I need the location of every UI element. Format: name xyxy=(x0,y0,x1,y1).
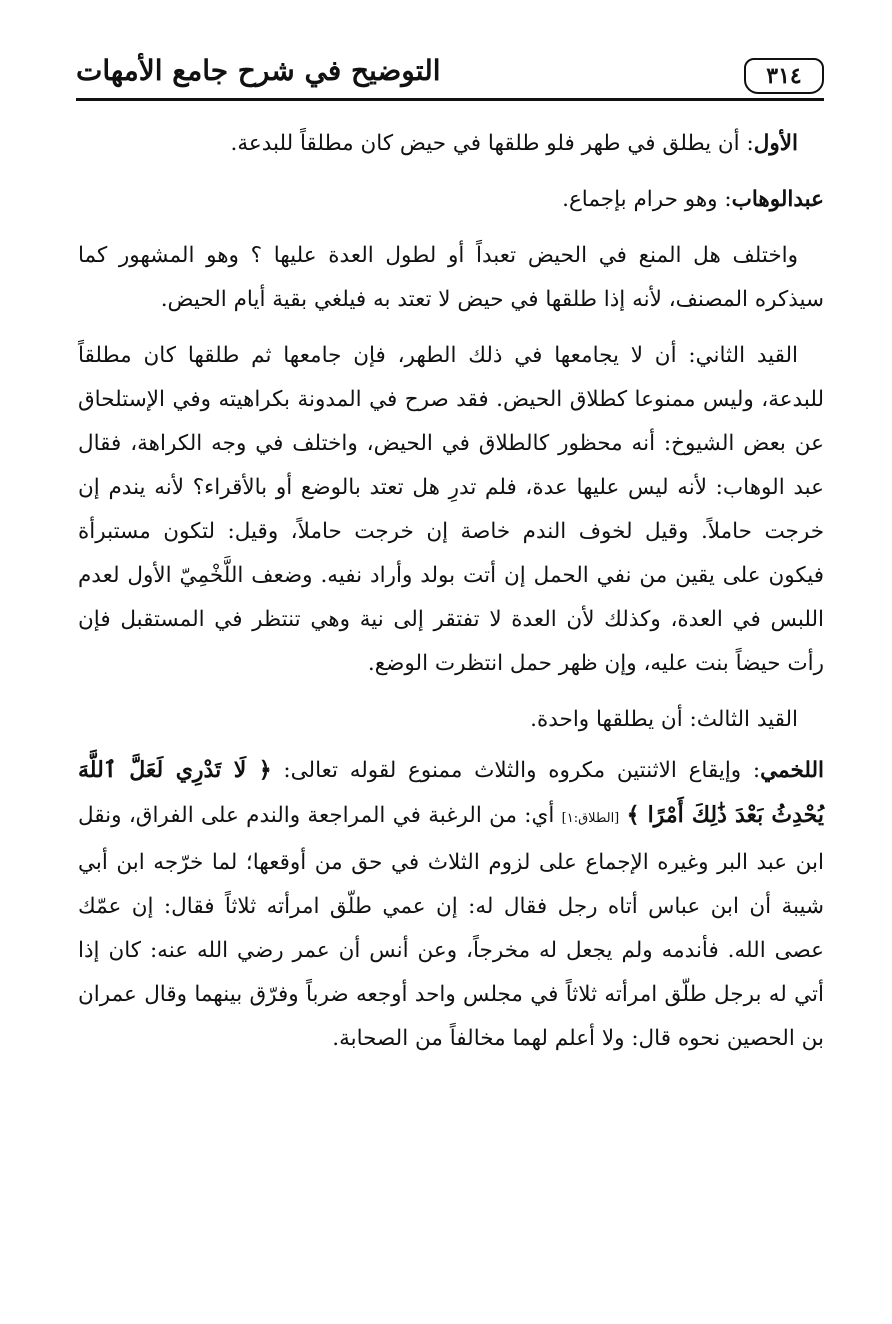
book-title: التوضيح في شرح جامع الأمهات xyxy=(76,54,441,87)
paragraph-third-condition: القيد الثالث: أن يطلقها واحدة. xyxy=(530,707,798,732)
paragraph-lead: اللخمي xyxy=(760,758,824,783)
verse-reference: [الطلاق:١] xyxy=(561,811,620,826)
page-number: ٣١٤ xyxy=(744,58,824,94)
paragraph-text: أي: من الرغبة في المراجعة والندم على الفراق، ونقل ابن عبد البر وغيره الإجماع على لزوم الثلاث في حق من أوقعها؛ لما خرّجه ابن أبي شيبة أن ابن عباس أتاه رجل فقال له: إن عمي طلّق امرأته ثلاثاً فقال: إن عمّك عصى الله. فأندمه ولم يجعل له مخرجاً، وعن أنس أن عمر رضي الله عنه: كان إذا أتي له برجل طلّق امرأته ثلاثاً في مجلس واحد أوجعه ضرباً وفرّق بينهما وقال عمران بن الحصين نحوه قال: ولا أعلم لهما مخالفاً من الصحابة. xyxy=(78,803,825,1051)
page-header xyxy=(76,52,824,106)
paragraph-text: : أن يطلق في طهر فلو طلقها في حيض كان مطلقاً للبدعة. xyxy=(230,131,754,156)
quran-verse: ﴿ لَا تَدْرِي لَعَلَّ ٱللَّهَ يُحْدِثُ بَعْدَ ذَٰلِكَ أَمْرًا ﴾ xyxy=(78,757,824,828)
header-rule xyxy=(76,98,824,101)
page-body xyxy=(78,122,824,1073)
paragraph-lead: الأول xyxy=(753,131,798,156)
paragraph-text: : وهو حرام بإجماع. xyxy=(562,187,732,212)
paragraph-second-condition: القيد الثاني: أن لا يجامعها في ذلك الطهر، فإن جامعها ثم طلقها كان مطلقاً للبدعة، وليس ممنوعا كطلاق الحيض. فقد صرح في المدونة بكراهيته وفي الإستلحاق عن بعض الشيوخ: أنه محظور كالطلاق في الحيض، واختلف في وجه الكراهة، فقال عبد الوهاب: لأنه ليس عليها عدة، فلم تدرِ هل تعتد بالوضع أو بالأقراء؟ لأنه يندم إن خرجت حاملاً. وقيل لخوف الندم خاصة إن خرجت حاملاً، وقيل: لتكون مستبرأة فيكون على يقين من نفي الحمل إن أتت بولد وأراد نفيه. وضعف اللَّخْمِيّ الأول لعدم اللبس في العدة، وكذلك لأن العدة لا تفتقر إلى نية وهي تنتظر في المستقبل فإن رأت حيضاً بنت عليه، وإن ظهر حمل انتظرت الوضع. xyxy=(78,343,824,676)
paragraph-abdulwahhab xyxy=(78,178,824,222)
paragraph-text: : وإيقاع الاثنتين مكروه والثلاث ممنوع لقوله تعالى: xyxy=(271,758,761,783)
paragraph-lakhmi xyxy=(78,748,824,1061)
paragraph-disagreement: واختلف هل المنع في الحيض تعبداً أو لطول العدة عليها ؟ وهو المشهور كما سيذكره المصنف، لأنه إذا طلقها في حيض لا تعتد به فيلغي بقية أيام الحيض. xyxy=(78,243,824,312)
paragraph-lead: عبدالوهاب xyxy=(731,187,824,212)
paragraph-first-condition xyxy=(78,122,824,166)
